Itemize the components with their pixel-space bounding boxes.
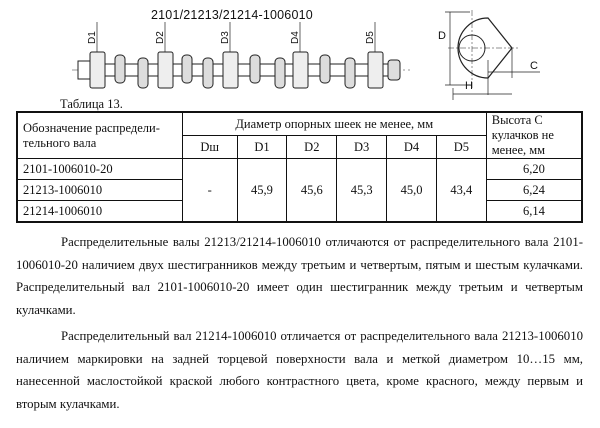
section-label-height: H [465, 80, 473, 92]
journal-label-d2: D2 [155, 31, 166, 44]
row-designation: 21214-1006010 [17, 201, 182, 223]
row-height: 6,20 [486, 159, 582, 180]
value-d2: 45,6 [287, 159, 337, 223]
paragraph-marking: Распределительный вал 21214-1006010 отличается от распределительного вала 21213-1006010 наличием маркировки на задней торцевой поверхности вала и меткой диаметром 10…15 мм, нанесенной маслостойкой краской любого контрастного цвета, кроме красного, между первым и вторым кулачками. [16, 329, 583, 411]
header-col: D5 [436, 136, 486, 159]
header-col: D3 [337, 136, 387, 159]
header-height: Высота С кулачков не менее, мм [486, 112, 582, 159]
row-height: 6,24 [486, 180, 582, 201]
header-col: D2 [287, 136, 337, 159]
row-designation: 21213-1006010 [17, 180, 182, 201]
camshaft-drawing [0, 0, 600, 110]
value-dsh: - [182, 159, 237, 223]
table-caption: Таблица 13. [60, 97, 123, 111]
cam-section-view [445, 10, 540, 100]
value-d1: 45,9 [237, 159, 287, 223]
row-height: 6,14 [486, 201, 582, 223]
journal-label-d3: D3 [220, 31, 231, 44]
header-col: D4 [387, 136, 437, 159]
journal-label-d1: D1 [87, 31, 98, 44]
table-row [17, 159, 582, 180]
section-label-diameter: D [438, 30, 446, 42]
header-diameter-group: Диаметр опорных шеек не менее, мм [182, 112, 486, 136]
value-d3: 45,3 [337, 159, 387, 223]
header-col: Dш [182, 136, 237, 159]
journal-label-d5: D5 [365, 31, 376, 44]
paragraph-hexagons: Распределительные валы 21213/21214-1006010 отличаются от распределительного вала 2101-1006010-20 наличием двух шестигранников между третьим и четвертым, пятым и шестым кулачками. Распределительный вал 2101-1006010-20 имеет один шестигранник между третьим и четвертым кулачками. [16, 235, 583, 317]
header-designation: Обозначение распредели-тельного вала [17, 112, 182, 159]
camshaft-spec-table [16, 111, 583, 223]
camshaft-illustration [0, 0, 600, 110]
drawing-title: 2101/21213/21214-1006010 [151, 8, 313, 22]
value-d4: 45,0 [387, 159, 437, 223]
journal-label-d4: D4 [290, 31, 301, 44]
row-designation: 2101-1006010-20 [17, 159, 182, 180]
header-col: D1 [237, 136, 287, 159]
value-d5: 43,4 [436, 159, 486, 223]
table-header-row [17, 112, 582, 136]
section-label-cam-rise: C [530, 60, 538, 72]
